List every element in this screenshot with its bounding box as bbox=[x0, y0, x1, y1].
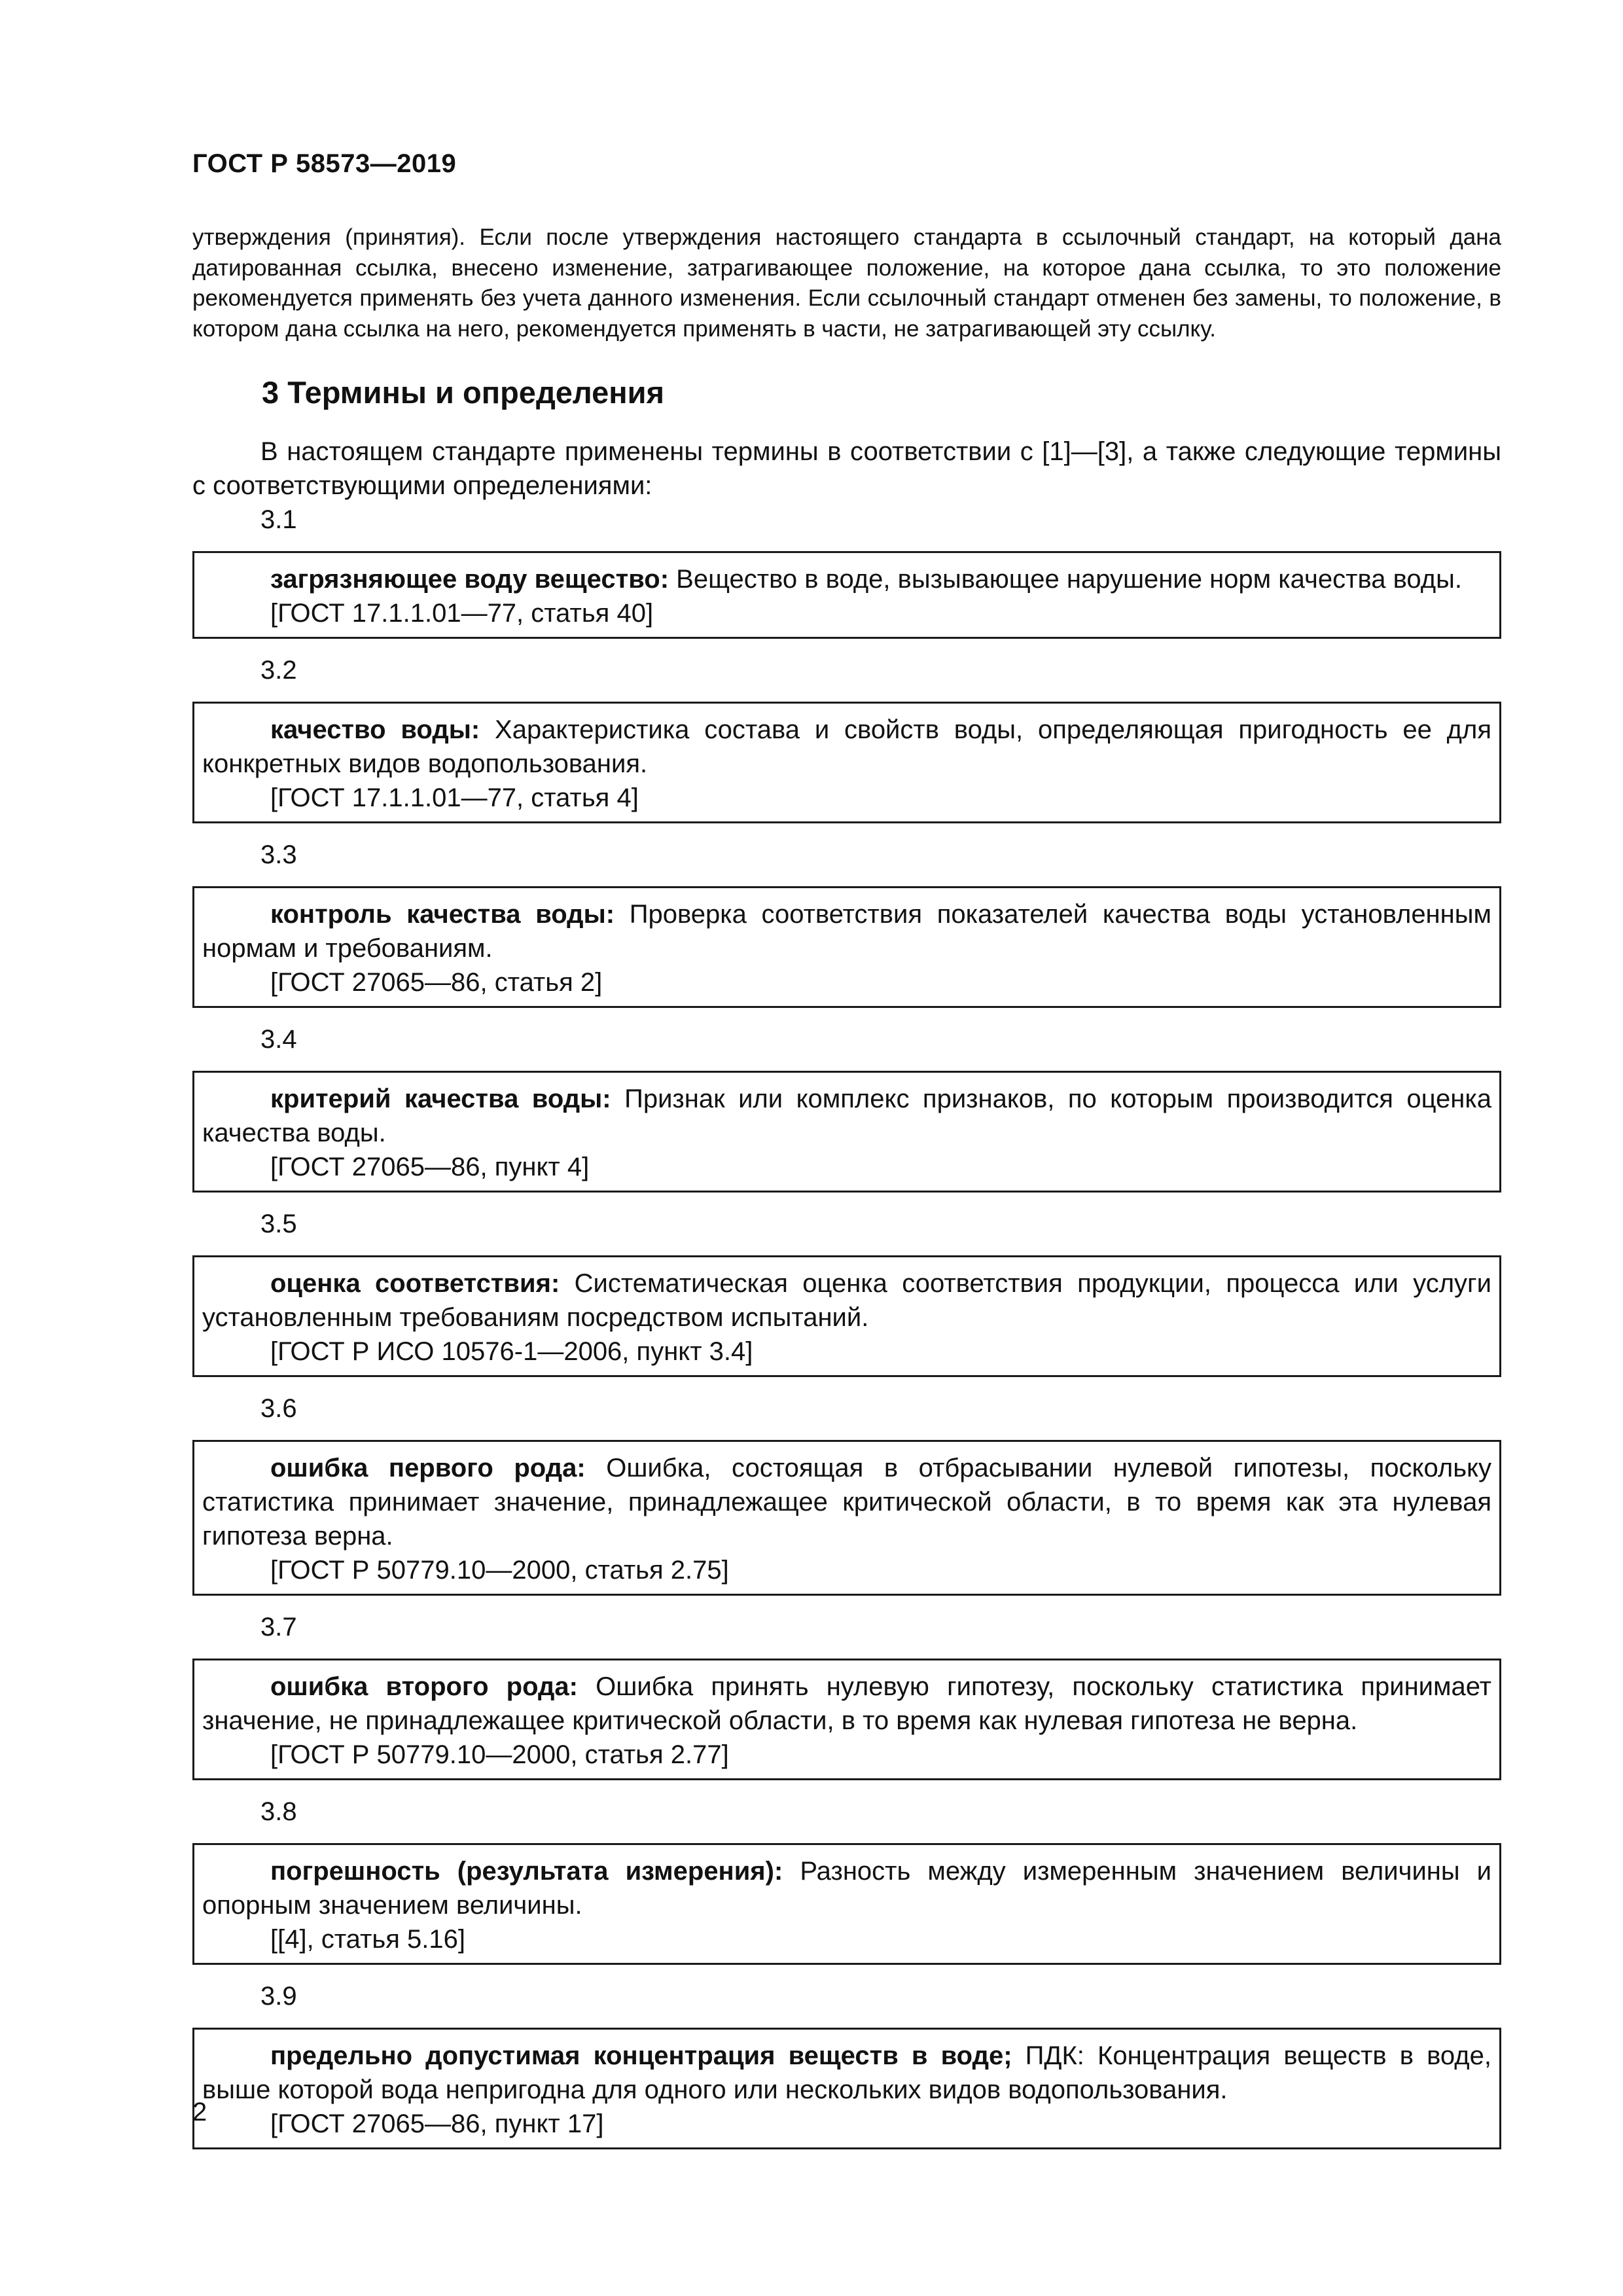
term-name: предельно допустимая концентрация веществ в воде; bbox=[270, 2041, 1012, 2070]
term-definition-text: Ошибка принять нулевую гипотезу, поскольку статистика принимает значение, не принадлежащее критической области, в то время как нулевая гипотеза не верна. bbox=[202, 1672, 1491, 1735]
term-box bbox=[192, 551, 1501, 639]
term-name: погрешность (результата измерения): bbox=[270, 1857, 783, 1886]
term-definition bbox=[202, 897, 1491, 965]
term-definition bbox=[202, 713, 1491, 781]
term-source: [ГОСТ 27065—86, пункт 4] bbox=[270, 1153, 590, 1181]
term-definition-text: Проверка соответствия показателей качества воды установленным нормам и требованиям. bbox=[202, 900, 1491, 963]
term-source: [ГОСТ Р ИСО 10576-1—2006, пункт 3.4] bbox=[270, 1337, 753, 1366]
term-name: загрязняющее воду вещество: bbox=[270, 565, 669, 594]
intro-paragraph: утверждения (принятия). Если после утверждения настоящего стандарта в ссылочный стандарт, на который дана датированная ссылка, внесено изменение, затрагивающее положение, на которое дана ссылка, то это положение рекомендуется применять без учета данного изменения. Если ссылочный стандарт отменен без замены, то положение, в котором дана ссылка на него, рекомендуется применять в части, не затрагивающей эту ссылку. bbox=[192, 224, 1501, 342]
page-header: ГОСТ Р 58573—2019 bbox=[192, 149, 457, 178]
term-name: качество воды: bbox=[270, 715, 480, 744]
term-number: 3.9 bbox=[260, 1982, 297, 2011]
term-name: критерий качества воды: bbox=[270, 1085, 611, 1113]
term-number: 3.5 bbox=[260, 1210, 297, 1238]
term-box bbox=[192, 1071, 1501, 1193]
term-definition-text: Характеристика состава и свойств воды, определяющая пригодность ее для конкретных видов водопользования. bbox=[202, 715, 1491, 778]
term-source: [ГОСТ 17.1.1.01—77, статья 40] bbox=[270, 599, 654, 628]
term-name: ошибка первого рода: bbox=[270, 1454, 586, 1482]
term-number: 3.1 bbox=[260, 505, 297, 534]
term-definition bbox=[202, 1670, 1491, 1738]
term-box bbox=[192, 1659, 1501, 1780]
term-source: [ГОСТ Р 50779.10—2000, статья 2.77] bbox=[270, 1740, 729, 1769]
term-name: ошибка второго рода: bbox=[270, 1672, 578, 1701]
term-box bbox=[192, 1440, 1501, 1596]
term-number: 3.8 bbox=[260, 1797, 297, 1826]
term-definition-text: Разность между измеренным значением величины и опорным значением величины. bbox=[202, 1857, 1491, 1920]
term-source: [ГОСТ 27065—86, пункт 17] bbox=[270, 2109, 604, 2138]
term-definition-text: Концентрация веществ в воде, выше которой вода непригодна для одного или нескольких видов водопользования. bbox=[202, 2041, 1491, 2104]
term-definition bbox=[202, 562, 1491, 596]
section-lead-paragraph: В настоящем стандарте применены термины в соответствии с [1]—[3], а также следующие термины с соответствующими определениями: bbox=[192, 437, 1501, 500]
term-source: [ГОСТ Р 50779.10—2000, статья 2.75] bbox=[270, 1556, 729, 1585]
term-source: [ГОСТ 17.1.1.01—77, статья 4] bbox=[270, 783, 639, 812]
term-name: контроль качества воды: bbox=[270, 900, 615, 929]
term-number: 3.7 bbox=[260, 1613, 297, 1641]
term-box bbox=[192, 702, 1501, 823]
term-box bbox=[192, 1843, 1501, 1965]
term-box bbox=[192, 2028, 1501, 2149]
page-number: 2 bbox=[192, 2098, 207, 2126]
term-source: [ГОСТ 27065—86, статья 2] bbox=[270, 968, 603, 997]
section-heading: 3 Термины и определения bbox=[262, 375, 664, 410]
term-definition-text: Систематическая оценка соответствия продукции, процесса или услуги установленным требованиям посредством испытаний. bbox=[202, 1269, 1491, 1332]
term-number: 3.6 bbox=[260, 1394, 297, 1423]
term-definition bbox=[202, 2039, 1491, 2107]
terms-list bbox=[192, 503, 1501, 2164]
term-definition-text: Признак или комплекс признаков, по которым производится оценка качества воды. bbox=[202, 1085, 1491, 1147]
term-definition bbox=[202, 1451, 1491, 1553]
term-definition-text: Вещество в воде, вызывающее нарушение норм качества воды. bbox=[676, 565, 1462, 594]
term-definition bbox=[202, 1082, 1491, 1150]
term-box bbox=[192, 886, 1501, 1008]
term-number: 3.4 bbox=[260, 1025, 297, 1054]
term-name: оценка соответствия: bbox=[270, 1269, 560, 1298]
term-definition-text: Ошибка, состоящая в отбрасывании нулевой гипотезы, поскольку статистика принимает значение, принадлежащее критической области, в то время как эта нулевая гипотеза верна. bbox=[202, 1454, 1491, 1551]
term-source: [[4], статья 5.16] bbox=[270, 1925, 465, 1954]
term-abbreviation: ПДК: bbox=[1025, 2041, 1084, 2070]
term-box bbox=[192, 1255, 1501, 1377]
term-definition bbox=[202, 1266, 1491, 1335]
term-number: 3.3 bbox=[260, 840, 297, 869]
term-number: 3.2 bbox=[260, 656, 297, 685]
term-definition bbox=[202, 1854, 1491, 1922]
